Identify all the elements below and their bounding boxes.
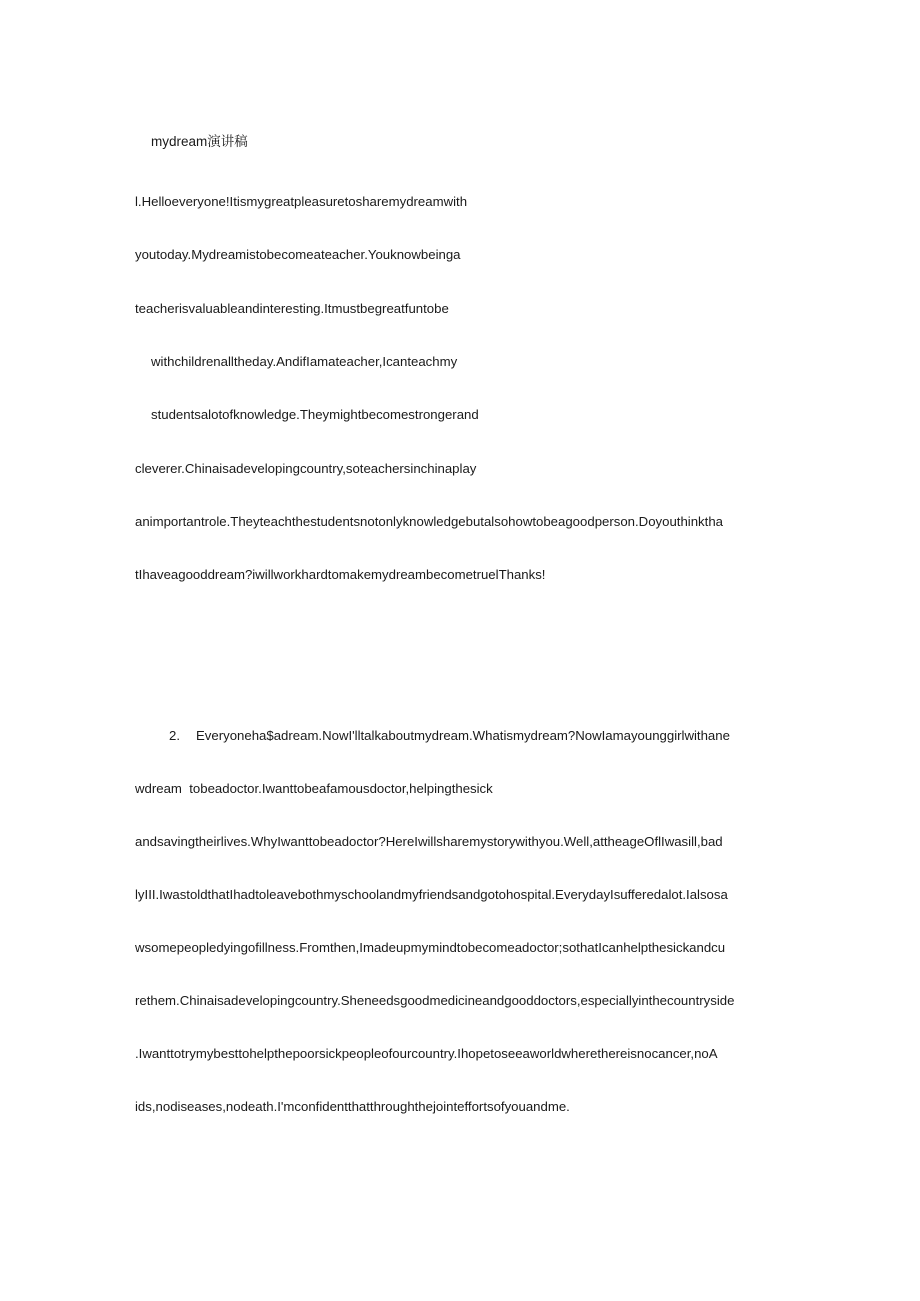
speech1-line: tIhaveagooddream?iwillworkhardtomakemydreambecometruelThanks!: [135, 567, 546, 582]
speech2-line: wdream tobeadoctor.Iwanttobeafamousdoctor,helpingthesick: [135, 781, 493, 796]
document-title: mydream演讲稿: [151, 134, 248, 149]
speech2-line: .Iwanttotrymybesttohelpthepoorsickpeopleofourcountry.Ihopetoseeaworldwherethereisnocancer,noA: [135, 1046, 718, 1061]
speech1-line: cleverer.Chinaisadevelopingcountry,soteachersinchinaplay: [135, 461, 477, 476]
speech2-line: lyIII.IwastoldthatIhadtoleavebothmyschoolandmyfriendsandgotohospital.EverydayIsufferedalot.Ialsosa: [135, 887, 728, 902]
speech1-line: studentsalotofknowledge.Theymightbecomestrongerand: [151, 407, 479, 422]
speech1-line: withchildrenalltheday.AndifIamateacher,Icanteachmy: [151, 354, 458, 369]
speech2-line: andsavingtheirlives.WhyIwanttobeadoctor?HereIwillsharemystorywithyou.Well,attheageOflIwasill,bad: [135, 834, 723, 849]
speech2-line: wsomepeopledyingofillness.Fromthen,Imadeupmymindtobecomeadoctor;sothatIcanhelpthesickandcu: [135, 940, 726, 955]
speech1-line: youtoday.Mydreamistobecomeateacher.Youknowbeinga: [135, 247, 461, 262]
speech1-line: animportantrole.Theyteachthestudentsnotonlyknowledgebutalsohowtobeagoodperson.Doyouthinktha: [135, 514, 723, 529]
speech2-first-line: [169, 727, 730, 745]
speech2-line: rethem.Chinaisadevelopingcountry.Sheneedsgoodmedicineandgooddoctors,especiallyinthecountryside: [135, 993, 735, 1008]
speech1-line: teacherisvaluableandinteresting.Itmustbegreatfuntobe: [135, 301, 449, 316]
speech2-line-text: Everyoneha$adream.NowI'lltalkaboutmydream.Whatismydream?NowIamayounggirlwithane: [196, 728, 730, 743]
list-number: 2.: [169, 728, 180, 743]
speech2-line: ids,nodiseases,nodeath.I'mconfidentthatthroughthejointeffortsofyouandme.: [135, 1099, 570, 1114]
speech1-line: l.Helloeveryone!Itismygreatpleasuretosharemydreamwith: [135, 194, 468, 209]
